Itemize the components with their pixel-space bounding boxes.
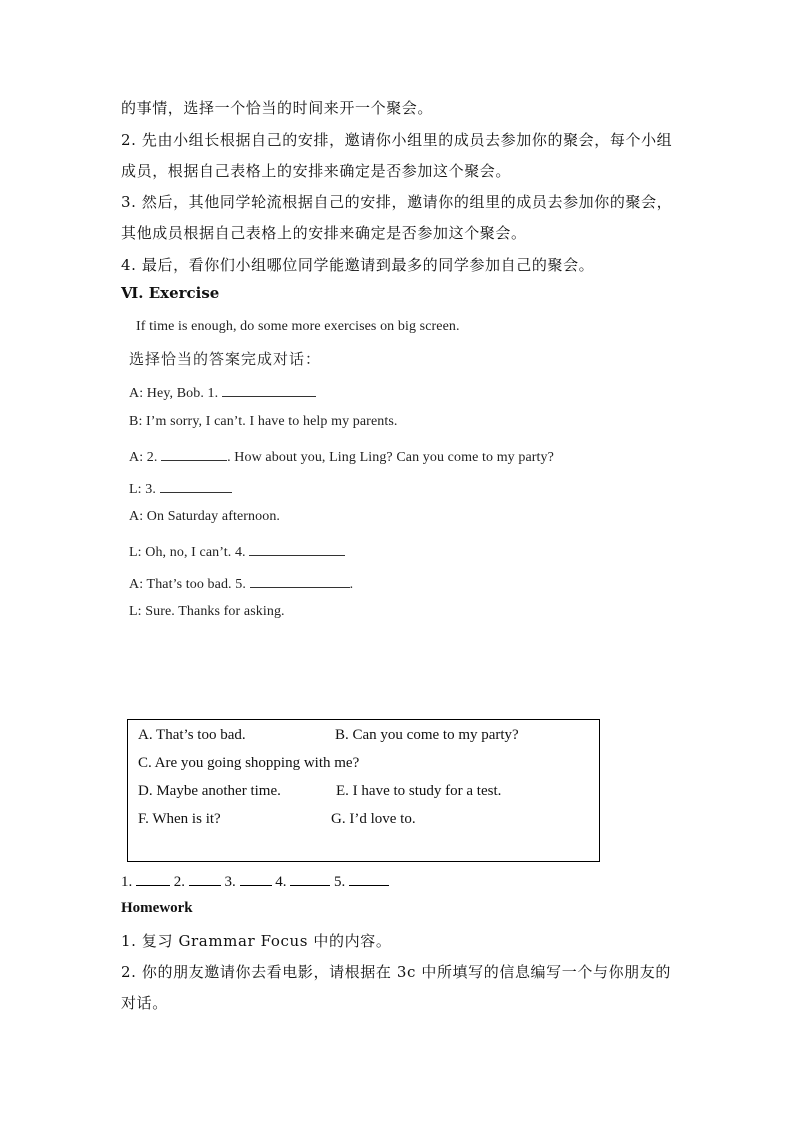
answer-input-1[interactable] [136, 872, 170, 886]
options-box [127, 719, 600, 862]
answer-input-5[interactable] [349, 872, 389, 886]
answer-input-4[interactable] [290, 872, 330, 886]
answer-blank-1[interactable] [222, 382, 316, 397]
homework-heading: Homework [121, 900, 193, 916]
dialogue-line-1 [129, 382, 316, 402]
option-a: A. That’s too bad. [138, 727, 246, 743]
answer-number-3: 3. [224, 874, 236, 890]
step-4-line: 4. 最后，看你们小组哪位同学能邀请到最多的同学参加自己的聚会。 [121, 256, 595, 274]
option-c: C. Are you going shopping with me? [138, 755, 360, 771]
dialogue-text: . [349, 577, 354, 592]
answer-input-2[interactable] [189, 872, 221, 886]
dialogue-text: A: Hey, Bob. 1. [129, 386, 219, 401]
answer-blank-3[interactable] [160, 478, 232, 493]
dialogue-line-7 [129, 573, 353, 593]
step-3-line-1: 3. 然后，其他同学轮流根据自己的安排，邀请你的组里的成员去参加你的聚会， [121, 193, 673, 211]
step-2-line-2: 成员，根据自己表格上的安排来确定是否参加这个聚会。 [121, 162, 512, 180]
option-d: D. Maybe another time. [138, 783, 281, 799]
dialogue-text: L: 3. [129, 482, 156, 497]
dialogue-text: A: That’s too bad. 5. [129, 577, 246, 592]
step-text-line: 的事情，选择一个恰当的时间来开一个聚会。 [121, 99, 434, 117]
dialogue-text: . How about you, Ling Ling? Can you come to my party? [227, 450, 554, 465]
answer-number-4: 4. [275, 874, 287, 890]
dialogue-text: A: 2. [129, 450, 158, 465]
dialogue-line-2: B: I’m sorry, I can’t. I have to help my parents. [129, 414, 398, 429]
exercise-intro: If time is enough, do some more exercises on big screen. [136, 319, 460, 334]
homework-item-2-line-2: 对话。 [121, 994, 168, 1012]
homework-item-1: 1. 复习 Grammar Focus 中的内容。 [121, 932, 392, 950]
homework-item-2-line-1: 2. 你的朋友邀请你去看电影，请根据在 3c 中所填写的信息编写一个与你朋友的 [121, 963, 671, 981]
answer-input-3[interactable] [240, 872, 272, 886]
answer-blank-4[interactable] [249, 541, 345, 556]
option-e: E. I have to study for a test. [336, 783, 502, 799]
dialogue-line-5: A: On Saturday afternoon. [129, 509, 281, 524]
step-3-line-2: 其他成员根据自己表格上的安排来确定是否参加这个聚会。 [121, 224, 527, 242]
exercise-heading: Ⅵ. Exercise [121, 284, 220, 302]
answer-number-1: 1. [121, 874, 133, 890]
answer-number-2: 2. [173, 874, 185, 890]
option-g: G. I’d love to. [331, 811, 416, 827]
answer-blank-5[interactable] [250, 573, 350, 588]
option-f: F. When is it? [138, 811, 221, 827]
step-2-line-1: 2. 先由小组长根据自己的安排，邀请你小组里的成员去参加你的聚会，每个小组 [121, 131, 673, 149]
option-b: B. Can you come to my party? [335, 727, 519, 743]
answer-number-5: 5. [334, 874, 346, 890]
dialogue-line-8: L: Sure. Thanks for asking. [129, 604, 285, 619]
dialogue-line-4 [129, 478, 232, 498]
exercise-instruction: 选择恰当的答案完成对话： [129, 350, 322, 368]
answer-line [121, 872, 389, 891]
dialogue-line-6 [129, 541, 345, 561]
dialogue-line-3 [129, 446, 554, 466]
answer-blank-2[interactable] [161, 446, 227, 461]
dialogue-text: L: Oh, no, I can’t. 4. [129, 545, 246, 560]
